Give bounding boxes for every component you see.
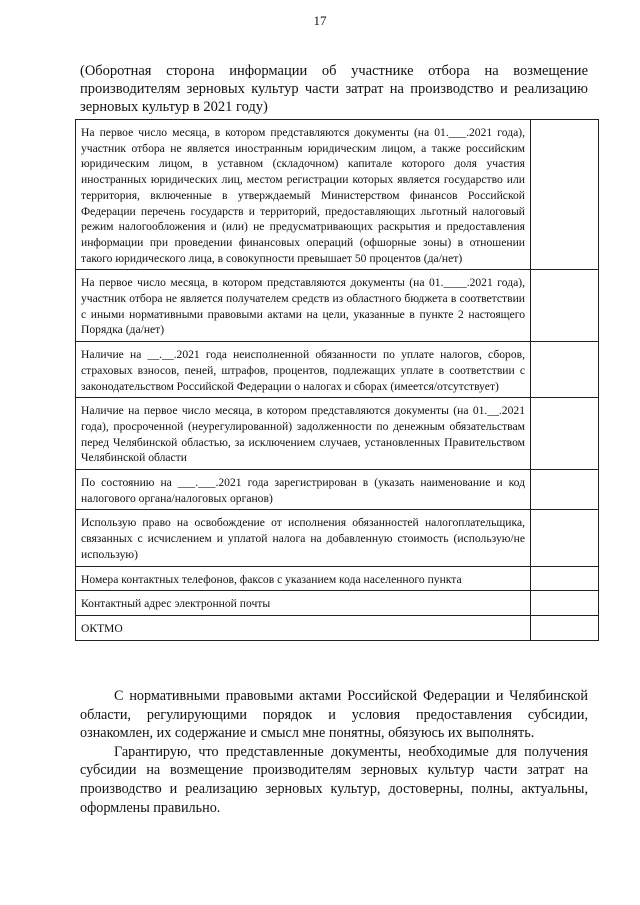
row-label: Использую право на освобождение от исполнения обязанностей налогоплательщика, связанных с исчислением и уплатой налога на добавленную стоимость (использую/не использую) <box>76 510 531 566</box>
row-label: ОКТМО <box>76 615 531 640</box>
row-value-cell[interactable] <box>531 566 599 591</box>
table-row <box>76 270 599 342</box>
table-row <box>76 510 599 566</box>
page-number: 17 <box>313 13 327 28</box>
row-value-cell[interactable] <box>531 342 599 398</box>
row-label: Контактный адрес электронной почты <box>76 591 531 616</box>
row-value-cell[interactable] <box>531 591 599 616</box>
participant-info-table <box>75 119 599 641</box>
row-label: На первое число месяца, в котором представляются документы (на 01.____.2021 года), участник отбора не является получателем средств из областного бюджета в соответствии с иными нормативными правовыми актами на цели, указанные в пункте 2 настоящего Порядка (да/нет) <box>76 270 531 342</box>
table-row <box>76 120 599 270</box>
row-label: Наличие на __.__.2021 года неисполненной обязанности по уплате налогов, сборов, страховых взносов, пеней, штрафов, процентов, подлежащих уплате в соответствии с законодательством Российской Федерации о налогах и сборах (имеется/отсутствует) <box>76 342 531 398</box>
table-row <box>76 615 599 640</box>
row-label: Наличие на первое число месяца, в котором представляются документы (на 01.__.2021 года), просроченной (неурегулированной) задолженности по денежным обязательствам перед Челябинской областью, за исключением случаев, установленных Правительством Челябинской области <box>76 398 531 470</box>
acknowledgement-paragraph: С нормативными правовыми актами Российской Федерации и Челябинской области, регулирующими порядок и условия предоставления субсидии, ознакомлен, их содержание и смысл мне понятны, обязуюсь их выполнять. <box>80 688 588 742</box>
row-value-cell[interactable] <box>531 510 599 566</box>
guarantee-paragraph: Гарантирую, что представленные документы, необходимые для получения субсидии на возмещение производителям зерновых культур части затрат на производство и реализацию зерновых культур, достоверны, полны, актуальны, оформлены правильно. <box>80 743 588 816</box>
row-label: Номера контактных телефонов, факсов с указанием кода населенного пункта <box>76 566 531 591</box>
form-heading: (Оборотная сторона информации об участнике отбора на возмещение производителям зерновых культур части затрат на производство и реализацию зерновых культур в 2021 году) <box>80 63 588 115</box>
row-label: По состоянию на ___.___.2021 года зарегистрирован в (указать наименование и код налогового органа/налоговых органов) <box>76 470 531 510</box>
closing-text <box>80 687 588 817</box>
row-value-cell[interactable] <box>531 398 599 470</box>
row-value-cell[interactable] <box>531 270 599 342</box>
row-value-cell[interactable] <box>531 470 599 510</box>
row-label: На первое число месяца, в котором представляются документы (на 01.___.2021 года), участник отбора не является иностранным юридическим лицом, а также российским юридическим лицом, в уставном (складочном) капитале которого доля участия иностранных юридических лиц, местом регистрации которых является государство или территория, включенные в утверждаемый Министерством финансов Российской Федерации перечень государств и территорий, предоставляющих льготный налоговый режим налогообложения и (или) не предусматривающих раскрытия и предоставления информации при проведении финансовых операций (офшорные зоны) в отношении такого юридического лица, в совокупности превышает 50 процентов (да/нет) <box>76 120 531 270</box>
table-row <box>76 470 599 510</box>
row-value-cell[interactable] <box>531 120 599 270</box>
row-value-cell[interactable] <box>531 615 599 640</box>
table-row <box>76 591 599 616</box>
table-row <box>76 566 599 591</box>
table-row <box>76 398 599 470</box>
table-row <box>76 342 599 398</box>
